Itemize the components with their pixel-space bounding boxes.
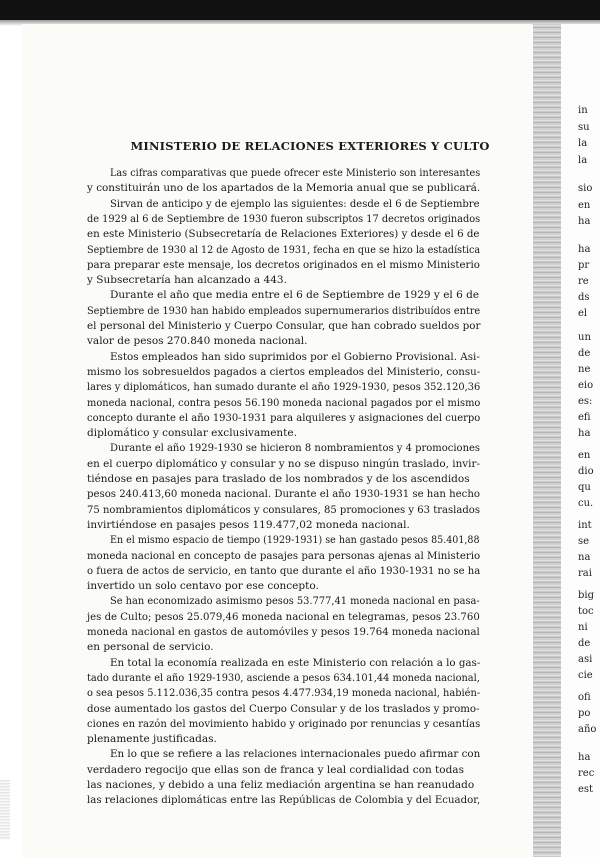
- paragraph-first-line: Sirvan de anticipo y de ejemplo las siguientes: desde el 6 de Septiembre: [110, 198, 480, 210]
- text-line: invertido un solo centavo por ese concepto.: [87, 580, 319, 592]
- right-page-fragment: ne: [578, 364, 591, 375]
- right-page-fragment: in: [578, 105, 588, 116]
- right-page-fragment: toc: [578, 606, 594, 617]
- right-page-fragment: efi: [578, 412, 591, 423]
- text-line: de 1929 al 6 de Septiembre de 1930 fueron subscriptos 17 decretos originados: [87, 213, 481, 225]
- right-page-fragment: de: [578, 348, 591, 359]
- right-page-fragment: na: [578, 552, 591, 563]
- right-page-fragment: ha: [578, 244, 591, 255]
- paragraph-first-line: Se han economizado asimismo pesos 53.777,41 moneda nacional en pasa-: [110, 595, 480, 607]
- book-gutter: [533, 24, 561, 857]
- text-line: dose aumentado los gastos del Cuerpo Consular y de los traslados y promo-: [87, 703, 480, 715]
- text-line: diplomático y consular exclusivamente.: [87, 427, 297, 439]
- text-line: o sea pesos 5.112.036,35 contra pesos 4.477.934,19 moneda nacional, habién-: [87, 687, 481, 699]
- text-line: moneda nacional en gastos de automóviles y pesos 19.764 moneda nacional: [87, 626, 480, 638]
- paragraph-first-line: Durante el año que media entre el 6 de Septiembre de 1929 y el 6 de: [110, 289, 480, 301]
- text-line: tiéndose en pasajes para traslado de los nombrados y de los ascendidos: [87, 473, 470, 485]
- right-page-fragment: cu.: [578, 498, 594, 509]
- text-line: ciones en razón del movimiento habido y originado por renuncias y cesantías: [87, 718, 481, 730]
- right-page-fragment: la: [578, 138, 588, 149]
- text-line: Septiembre de 1930 han habido empleados supernumerarios distribuídos entre: [87, 305, 481, 317]
- paragraph-first-line: Durante el año 1929-1930 se hicieron 8 nombramientos y 4 promociones: [110, 442, 481, 454]
- right-page-fragment: sio: [578, 183, 593, 194]
- right-page-fragment: el: [578, 308, 588, 319]
- right-page-fragment: ds: [578, 292, 590, 303]
- text-line: en el cuerpo diplomático y consular y no se dispuso ningún traslado, invir-: [87, 458, 480, 470]
- text-line: en personal de servicio.: [87, 641, 214, 653]
- text-line: y Subsecretaría han alcanzado a 443.: [87, 274, 287, 286]
- text-line: concepto durante el año 1930-1931 para alquileres y asignaciones del cuerpo: [87, 412, 481, 424]
- text-line: plenamente justificadas.: [87, 733, 217, 745]
- text-line: jes de Culto; pesos 25.079,46 moneda nacional en telegramas, pesos 23.760: [87, 611, 480, 623]
- paragraph-first-line: En total la economía realizada en este Ministerio con relación a lo gas-: [110, 657, 481, 669]
- right-page-fragment: año: [578, 724, 597, 735]
- right-page-fragment: int: [578, 520, 592, 531]
- text-line: valor de pesos 270.840 moneda nacional.: [87, 335, 308, 347]
- right-page-fragment: ha: [578, 216, 591, 227]
- page-title: MINISTERIO DE RELACIONES EXTERIORES Y CULTO: [130, 139, 490, 153]
- right-page-fragment: ni: [578, 622, 588, 633]
- right-page-fragment: dio: [578, 466, 594, 477]
- text-line: 75 nombramientos diplomáticos y consulares, 85 promociones y 63 traslados: [87, 504, 481, 516]
- right-page-fragment: pr: [578, 260, 590, 271]
- text-line: moneda nacional en concepto de pasajes para personas ajenas al Ministerio: [87, 550, 481, 562]
- right-page-fragment: en: [578, 200, 591, 211]
- text-line: Septiembre de 1930 al 12 de Agosto de 1931, fecha en que se hizo la estadística: [87, 244, 481, 256]
- text-line: tado durante el año 1929-1930, asciende a pesos 634.101,44 moneda nacional,: [87, 672, 480, 684]
- text-line: invirtiéndose en pasajes pesos 119.477,02 moneda nacional.: [87, 519, 410, 531]
- paragraph-first-line: Las cifras comparativas que puede ofrecer este Ministerio son interesantes: [110, 167, 481, 179]
- paragraph-first-line: Estos empleados han sido suprimidos por el Gobierno Provisional. Asi-: [110, 351, 480, 363]
- right-page-fragment: su: [578, 122, 590, 133]
- text-line: verdadero regocijo que ellas son de franca y leal cordialidad con todas: [87, 764, 464, 776]
- right-page-fragment: en: [578, 450, 591, 461]
- text-line: en este Ministerio (Subsecretaría de Relaciones Exteriores) y desde el 6 de: [87, 228, 480, 240]
- right-page-fragment: cie: [578, 670, 593, 681]
- right-page-fragment: es:: [578, 396, 593, 407]
- text-line: moneda nacional, contra pesos 56.190 moneda nacional pagados por el mismo: [87, 397, 481, 409]
- text-line: y constituirán uno de los apartados de la Memoria anual que se publicará.: [87, 182, 481, 194]
- right-page-fragment: ofi: [578, 692, 591, 703]
- right-page-fragment: ha: [578, 752, 591, 763]
- right-page-fragment: re: [578, 276, 589, 287]
- text-line: pesos 240.413,60 moneda nacional. Durante el año 1930-1931 se han hecho: [87, 488, 480, 500]
- right-page-fragment: un: [578, 332, 591, 343]
- paragraph-first-line: En el mismo espacio de tiempo (1929-1931) se han gastado pesos 85.401,88: [110, 534, 480, 546]
- scan-edge-artifact: [0, 780, 10, 840]
- text-line: o fuera de actos de servicio, en tanto que durante el año 1930-1931 no se ha: [87, 565, 481, 577]
- paragraph-first-line: En lo que se refiere a las relaciones internacionales puedo afirmar con: [110, 748, 481, 760]
- right-page-fragment: la: [578, 155, 588, 166]
- right-page-fragment: big: [578, 590, 595, 601]
- right-page-fragment: est: [578, 784, 594, 795]
- text-line: las relaciones diplomáticas entre las Repúblicas de Colombia y del Ecuador,: [87, 794, 481, 806]
- text-line: lares y diplomáticos, han sumado durante el año 1929-1930, pesos 352.120,36: [87, 381, 481, 393]
- text-line: las naciones, y debido a una feliz mediación argentina se han reanudado: [87, 779, 475, 791]
- right-page-fragment: eio: [578, 380, 594, 391]
- right-page-fragment: rai: [578, 568, 592, 579]
- right-page-fragment: rec: [578, 768, 595, 779]
- right-page-fragment: ha: [578, 428, 591, 439]
- right-page-fragment: qu: [578, 482, 591, 493]
- right-page-fragment: de: [578, 638, 591, 649]
- right-page-fragment: asi: [578, 654, 593, 665]
- right-page-fragment: po: [578, 708, 591, 719]
- text-line: el personal del Ministerio y Cuerpo Consular, que han cobrado sueldos por: [87, 320, 481, 332]
- scan-top-border: [0, 0, 600, 20]
- text-line: para preparar este mensaje, los decretos originados en el mismo Ministerio: [87, 259, 480, 271]
- right-page-fragment: se: [578, 536, 590, 547]
- text-line: mismo los sobresueldos pagados a ciertos empleados del Ministerio, consu-: [87, 366, 481, 378]
